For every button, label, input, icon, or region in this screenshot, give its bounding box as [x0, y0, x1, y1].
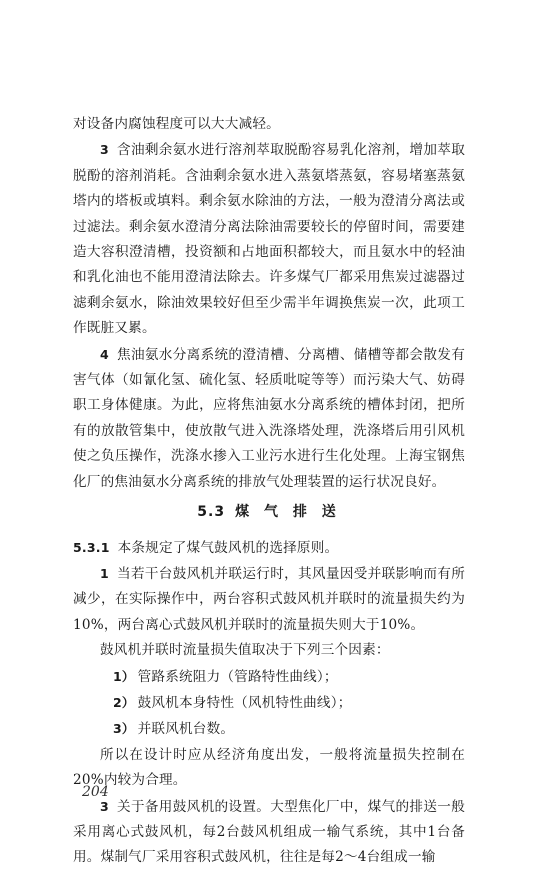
page-number: 204: [82, 784, 109, 800]
factor-text: 管路系统阻力（管路特性曲线）；: [137, 668, 338, 685]
factor-number: 2）: [113, 694, 135, 710]
item-number: 3: [100, 142, 109, 158]
item-number: 4: [100, 346, 109, 362]
paragraph-continuation: 对设备内腐蚀程度可以大大减轻。: [73, 116, 280, 132]
factor-item-2: [73, 690, 465, 716]
factor-text: 鼓风机本身特性（风机特性曲线）；: [137, 694, 352, 711]
paragraph-item-4: [73, 342, 465, 495]
section-title-text: 煤 气 排 送: [235, 504, 341, 521]
factor-text: 并联风机台数。: [137, 721, 235, 738]
item-number: 1: [100, 565, 109, 581]
item-text: 焦油氨水分离系统的澄清槽、分离槽、储槽等都会散发有害气体（如氰化氢、硫化氢、轻质吡啶等等）而污染大气、妨碍职工身体健康。为此，应将焦油氨水分离系统的槽体封闭，把所有的放散管集中，使放散气进入洗涤塔处理，洗涤塔后用引风机使之负压操作，洗涤水掺入工业污水进行生化处理。上海宝钢焦化厂的焦油氨水分离系统的排放气处理装置的运行状况良好。: [73, 346, 465, 490]
document-body: [73, 112, 465, 871]
clause-5-3-1: [73, 535, 465, 561]
item-text: 关于备用鼓风机的设置。大型焦化厂中，煤气的排送一般采用离心式鼓风机，每2台鼓风机组成一输气系统，其中1台备用。煤制气厂采用容积式鼓风机，往往是每2～4台组成一输: [73, 798, 465, 866]
factor-number: 3）: [113, 721, 135, 737]
paragraph-item-3: [73, 137, 465, 341]
section-number: 5.3: [197, 504, 226, 521]
factors-intro: 鼓风机并联时流量损失值取决于下列三个因素：: [100, 642, 390, 659]
clause-number: 5.3.1: [73, 539, 110, 555]
factor-number: 1）: [113, 668, 135, 684]
section-heading: [73, 500, 465, 525]
factor-item-3: [73, 716, 465, 742]
paragraph-conclusion: 所以在设计时应从经济角度出发，一般将流量损失控制在20%内较为合理。: [73, 746, 465, 789]
item-number: 3: [100, 798, 109, 814]
clause-text: 本条规定了煤气鼓风机的选择原则。: [117, 539, 339, 556]
paragraph-item-1: [73, 561, 465, 638]
paragraph-item-3-standby: [73, 794, 465, 871]
item-text: 当若干台鼓风机并联运行时，其风量因受并联影响而有所减少，在实际操作中，两台容积式鼓风机并联时的流量损失约为10%，两台离心式鼓风机并联时的流量损失则大于10%。: [73, 565, 465, 633]
item-text: 含油剩余氨水进行溶剂萃取脱酚容易乳化溶剂，增加萃取脱酚的溶剂消耗。含油剩余氨水进入蒸氨塔蒸氨，容易堵塞蒸氨塔内的塔板或填料。剩余氨水除油的方法，一般为澄清分离法或过滤法。剩余氨水澄清分离法除油需要较长的停留时间，需要建造大容积澄清槽，投资额和占地面积都较大，而且氨水中的轻油和乳化油也不能用澄清法除去。许多煤气厂都采用焦炭过滤器过滤剩余氨水，除油效果较好但至少需半年调换焦炭一次，此项工作既脏又累。: [73, 142, 465, 337]
factor-item-1: [73, 664, 465, 690]
